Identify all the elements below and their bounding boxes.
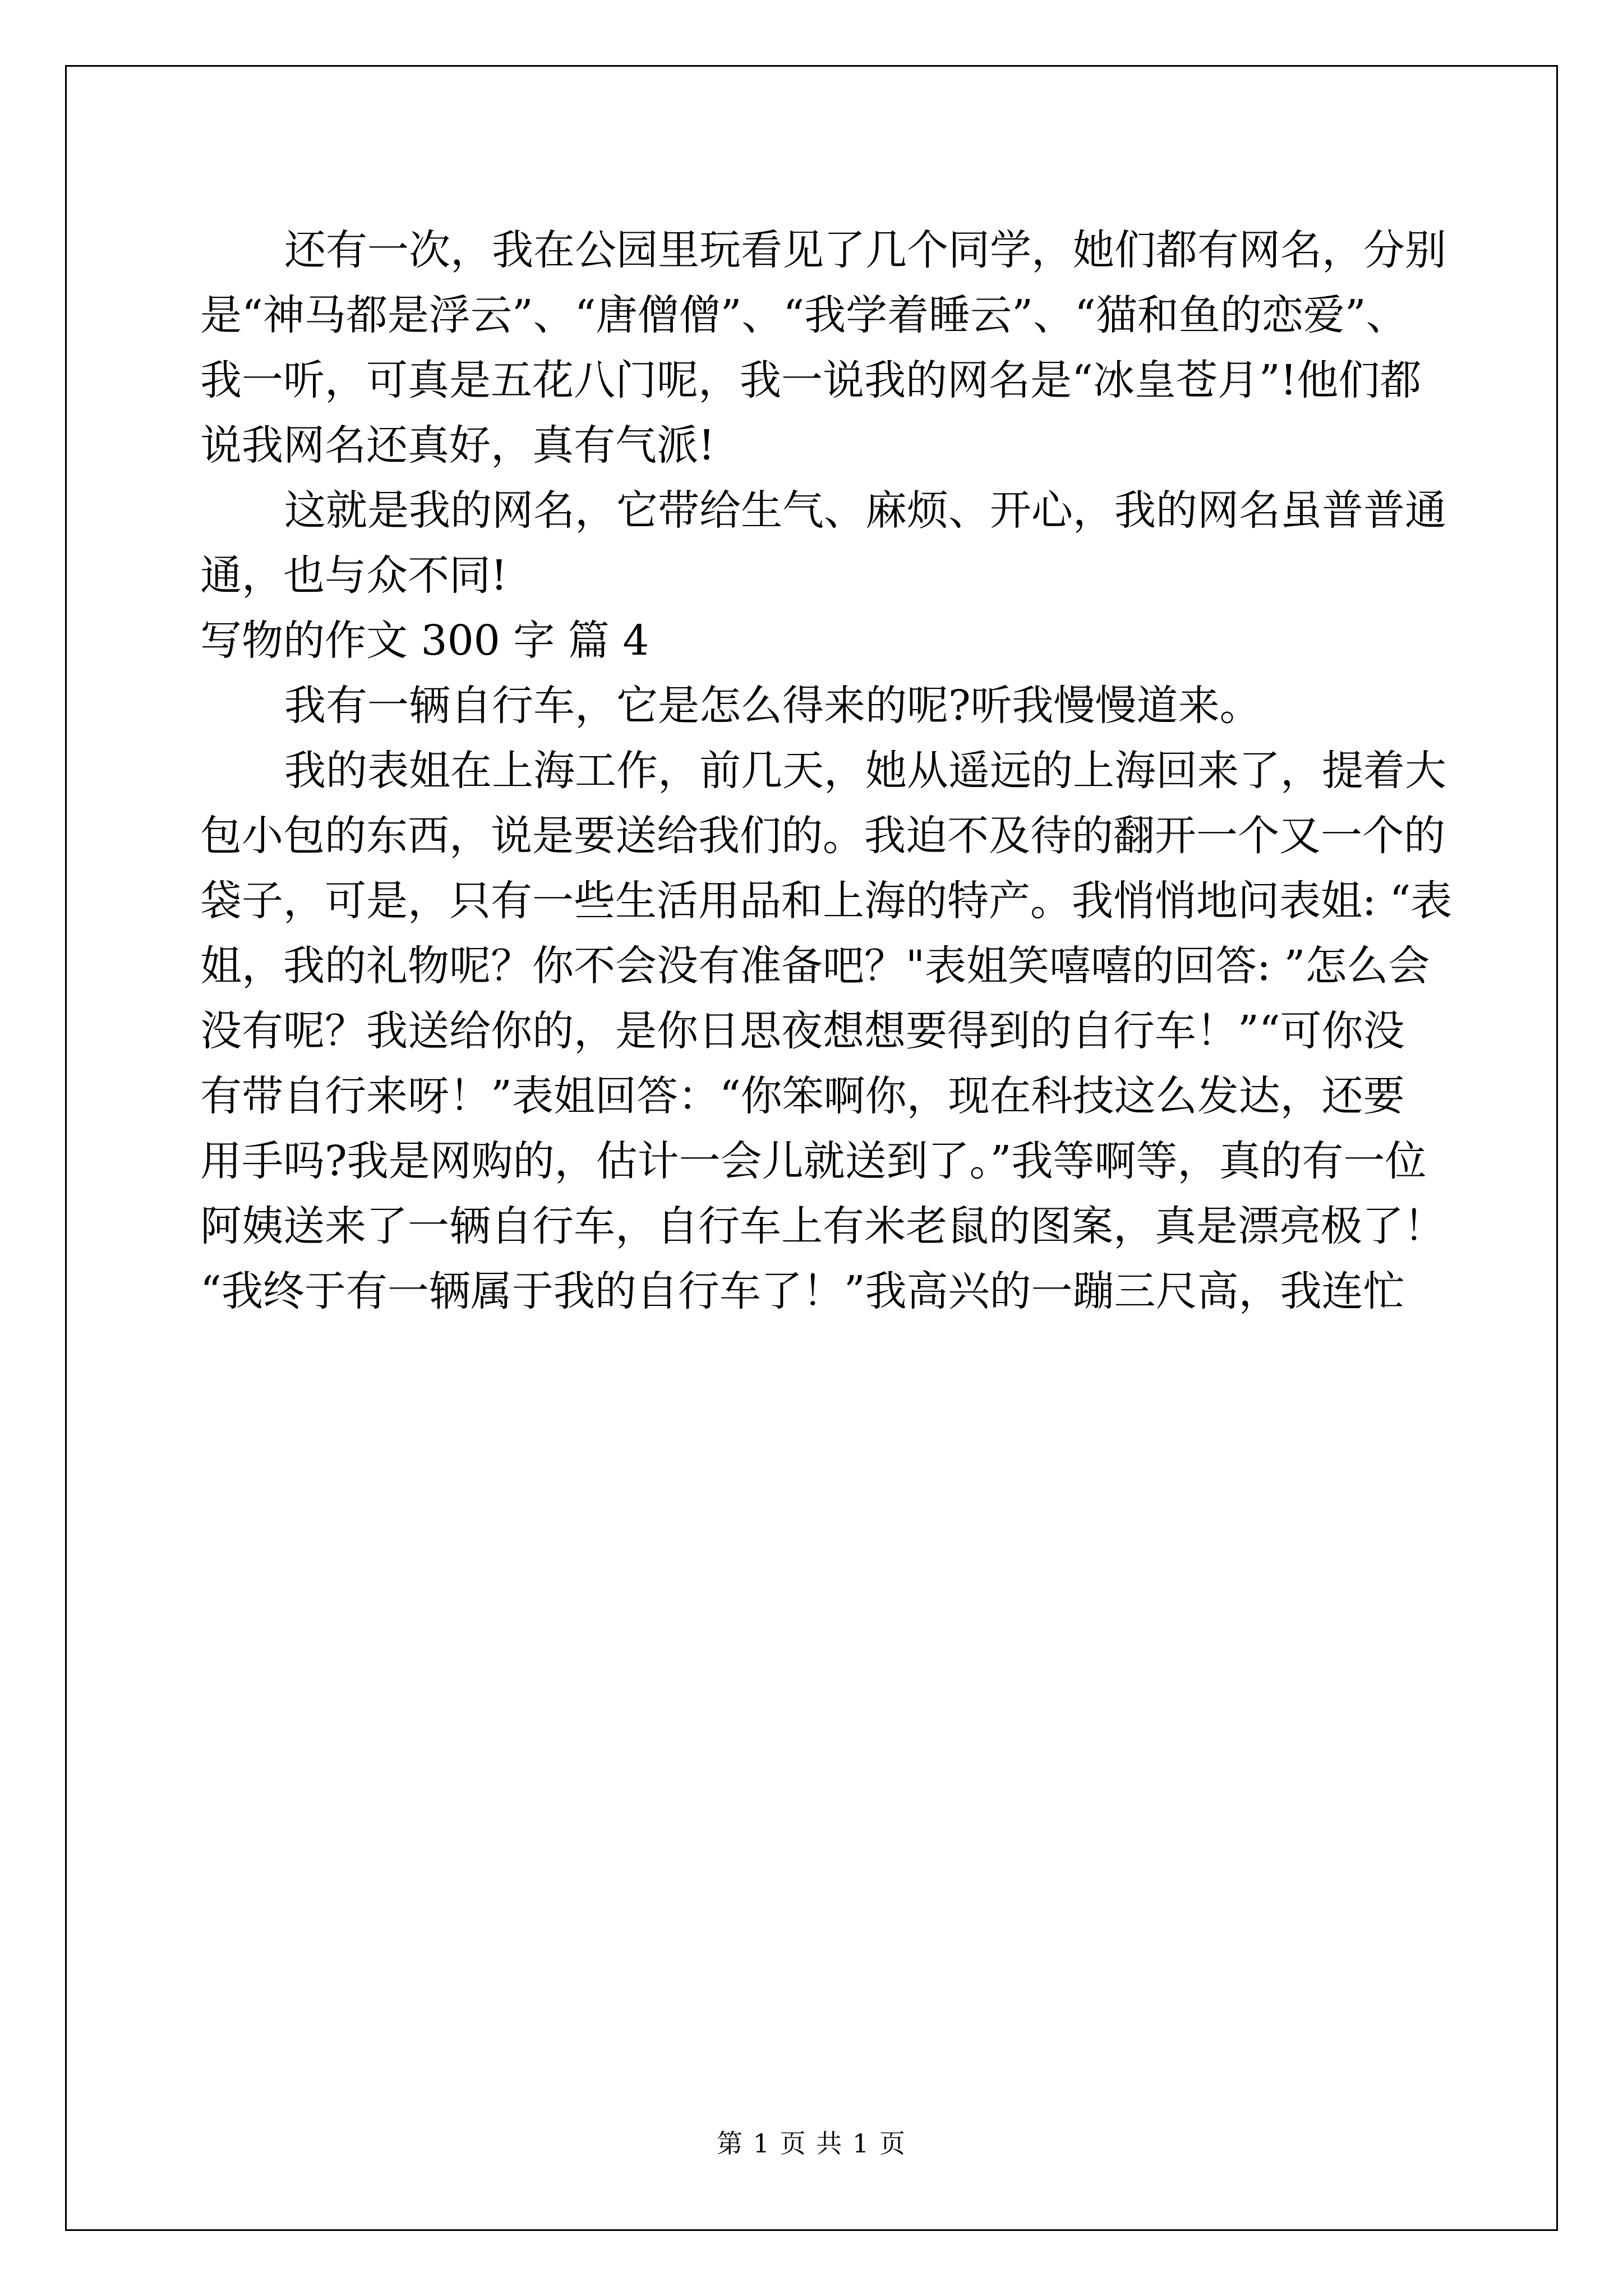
paragraph-line: 阿姨送来了一辆自行车，自行车上有米老鼠的图案，真是漂亮极了！ [200,1202,1445,1250]
section-heading: 写物的作文 300 字 篇 4 [200,616,649,665]
paragraph-line: 包小包的东西，说是要送给我们的。我迫不及待的翻开一个又一个的 [200,812,1445,860]
paragraph-line: 我的表姐在上海工作，前几天，她从遥远的上海回来了，提着大 [284,747,1446,795]
paragraph-line: 还有一次，我在公园里玩看见了几个同学，她们都有网名，分别 [284,226,1446,274]
paragraph-line: 我有一辆自行车，它是怎么得来的呢?听我慢慢道来。 [284,682,1261,730]
paragraph-line: 袋子，可是，只有一些生活用品和上海的特产。我悄悄地问表姐: “表 [200,877,1453,925]
document-body [200,218,1453,1324]
paragraph-line: 说我网名还真好，真有气派! [200,421,715,470]
paragraph-line: 姐，我的礼物呢？你不会没有准备吧？"表姐笑嘻嘻的回答: ”怎么会 [200,942,1430,990]
paragraph-line: 用手吗?我是网购的，估计一会儿就送到了。”我等啊等，真的有一位 [200,1137,1427,1185]
page-footer: 第 1 页 共 1 页 [717,2128,906,2159]
paragraph-line: 是“神马都是浮云”、“唐僧僧”、“我学着睡云”、“猫和鱼的恋爱”、 [200,291,1408,339]
paragraph-line: 有带自行来呀！”表姐回答：“你笨啊你，现在科技这么发达，还要 [200,1072,1405,1120]
paragraph-line: 没有呢？我送给你的，是你日思夜想想要得到的自行车！”“可你没 [200,1007,1405,1055]
paragraph-line: “我终于有一辆属于我的自行车了！”我高兴的一蹦三尺高，我连忙 [200,1267,1405,1315]
paragraph-line: 我一听，可真是五花八门呢，我一说我的网名是“冰皇苍月”!他们都 [200,356,1422,404]
paragraph-line: 这就是我的网名，它带给生气、麻烦、开心，我的网名虽普普通 [284,486,1446,535]
paragraph-line: 通，也与众不同! [200,551,508,600]
